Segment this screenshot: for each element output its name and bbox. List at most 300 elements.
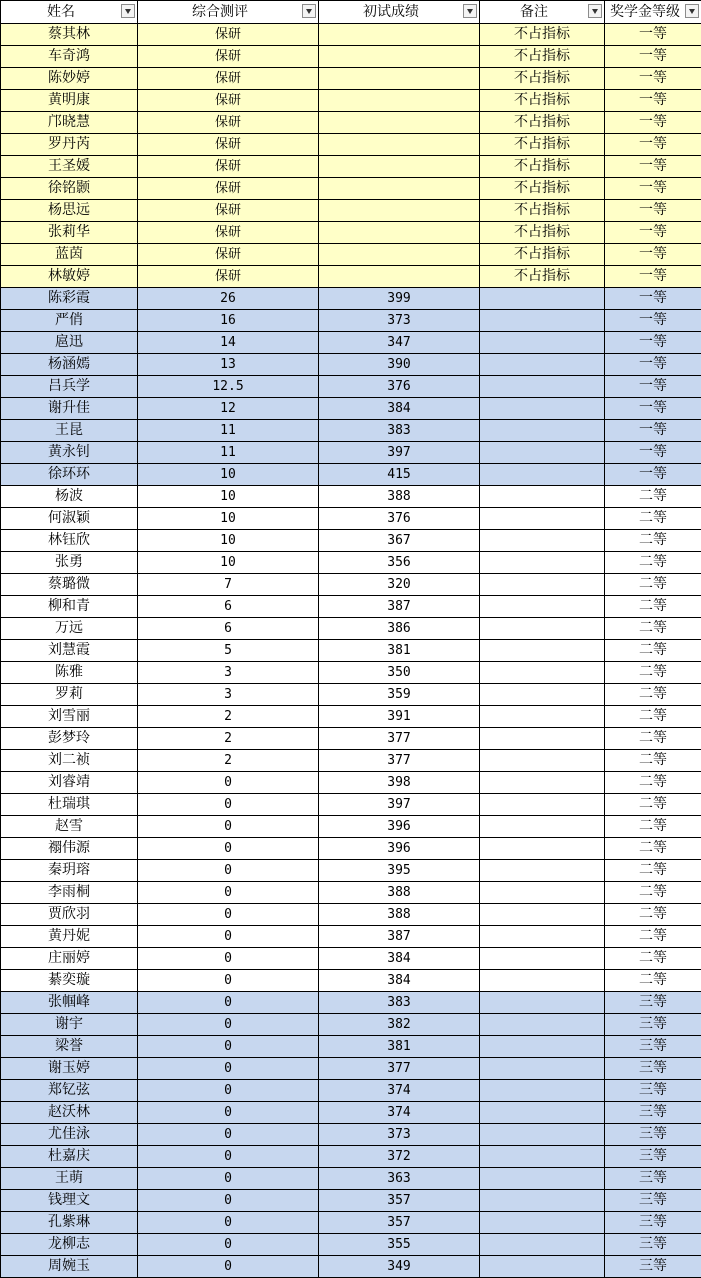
cell-name[interactable]: 谢升佳	[1, 398, 138, 420]
cell-eval[interactable]: 0	[138, 1036, 319, 1058]
cell-level[interactable]: 三等	[605, 1212, 701, 1234]
cell-name[interactable]: 谢玉婷	[1, 1058, 138, 1080]
cell-note[interactable]: 不占指标	[480, 46, 605, 68]
cell-note[interactable]	[480, 332, 605, 354]
cell-eval[interactable]: 10	[138, 530, 319, 552]
cell-name[interactable]: 禤伟源	[1, 838, 138, 860]
cell-level[interactable]: 二等	[605, 750, 701, 772]
cell-score[interactable]	[319, 156, 480, 178]
cell-level[interactable]: 一等	[605, 244, 701, 266]
cell-eval[interactable]: 保研	[138, 112, 319, 134]
cell-note[interactable]	[480, 706, 605, 728]
cell-score[interactable]: 415	[319, 464, 480, 486]
cell-level[interactable]: 三等	[605, 1146, 701, 1168]
cell-eval[interactable]: 0	[138, 1256, 319, 1278]
cell-note[interactable]	[480, 904, 605, 926]
cell-score[interactable]: 388	[319, 882, 480, 904]
cell-level[interactable]: 二等	[605, 882, 701, 904]
cell-score[interactable]: 359	[319, 684, 480, 706]
cell-score[interactable]: 387	[319, 596, 480, 618]
cell-level[interactable]: 一等	[605, 46, 701, 68]
cell-score[interactable]: 399	[319, 288, 480, 310]
cell-eval[interactable]: 0	[138, 860, 319, 882]
cell-level[interactable]: 一等	[605, 376, 701, 398]
cell-score[interactable]: 383	[319, 420, 480, 442]
cell-name[interactable]: 刘睿靖	[1, 772, 138, 794]
cell-eval[interactable]: 0	[138, 1212, 319, 1234]
cell-eval[interactable]: 0	[138, 772, 319, 794]
cell-name[interactable]: 严俏	[1, 310, 138, 332]
cell-name[interactable]: 林钰欣	[1, 530, 138, 552]
cell-name[interactable]: 梁誉	[1, 1036, 138, 1058]
cell-note[interactable]	[480, 442, 605, 464]
cell-eval[interactable]: 2	[138, 750, 319, 772]
cell-note[interactable]: 不占指标	[480, 222, 605, 244]
cell-score[interactable]: 376	[319, 508, 480, 530]
cell-score[interactable]	[319, 24, 480, 46]
cell-score[interactable]: 396	[319, 816, 480, 838]
cell-score[interactable]: 382	[319, 1014, 480, 1036]
cell-eval[interactable]: 0	[138, 794, 319, 816]
cell-name[interactable]: 罗莉	[1, 684, 138, 706]
cell-level[interactable]: 三等	[605, 1080, 701, 1102]
cell-note[interactable]	[480, 992, 605, 1014]
cell-score[interactable]: 387	[319, 926, 480, 948]
cell-eval[interactable]: 保研	[138, 222, 319, 244]
cell-level[interactable]: 二等	[605, 530, 701, 552]
cell-score[interactable]: 396	[319, 838, 480, 860]
cell-note[interactable]	[480, 948, 605, 970]
cell-note[interactable]	[480, 1124, 605, 1146]
cell-note[interactable]	[480, 1102, 605, 1124]
cell-score[interactable]: 386	[319, 618, 480, 640]
cell-note[interactable]	[480, 552, 605, 574]
cell-level[interactable]: 二等	[605, 816, 701, 838]
cell-eval[interactable]: 13	[138, 354, 319, 376]
cell-note[interactable]	[480, 838, 605, 860]
cell-note[interactable]	[480, 1256, 605, 1278]
cell-level[interactable]: 三等	[605, 1058, 701, 1080]
cell-note[interactable]	[480, 530, 605, 552]
header-score[interactable]	[319, 1, 480, 24]
cell-note[interactable]	[480, 1058, 605, 1080]
cell-level[interactable]: 一等	[605, 442, 701, 464]
cell-level[interactable]: 一等	[605, 24, 701, 46]
cell-score[interactable]: 376	[319, 376, 480, 398]
cell-score[interactable]: 397	[319, 442, 480, 464]
cell-name[interactable]: 邝晓慧	[1, 112, 138, 134]
cell-score[interactable]: 398	[319, 772, 480, 794]
cell-level[interactable]: 二等	[605, 728, 701, 750]
header-level[interactable]	[605, 1, 701, 24]
cell-level[interactable]: 一等	[605, 200, 701, 222]
cell-eval[interactable]: 16	[138, 310, 319, 332]
cell-level[interactable]: 一等	[605, 222, 701, 244]
cell-name[interactable]: 黄明康	[1, 90, 138, 112]
cell-score[interactable]: 377	[319, 1058, 480, 1080]
cell-eval[interactable]: 0	[138, 1168, 319, 1190]
cell-note[interactable]	[480, 1168, 605, 1190]
cell-score[interactable]	[319, 200, 480, 222]
cell-score[interactable]: 356	[319, 552, 480, 574]
cell-note[interactable]: 不占指标	[480, 90, 605, 112]
cell-note[interactable]	[480, 640, 605, 662]
cell-name[interactable]: 杨波	[1, 486, 138, 508]
cell-score[interactable]: 357	[319, 1212, 480, 1234]
cell-note[interactable]	[480, 684, 605, 706]
cell-eval[interactable]: 保研	[138, 68, 319, 90]
cell-eval[interactable]: 10	[138, 508, 319, 530]
cell-eval[interactable]: 10	[138, 486, 319, 508]
cell-name[interactable]: 张勇	[1, 552, 138, 574]
cell-level[interactable]: 三等	[605, 1190, 701, 1212]
cell-eval[interactable]: 0	[138, 948, 319, 970]
cell-level[interactable]: 二等	[605, 904, 701, 926]
cell-level[interactable]: 一等	[605, 156, 701, 178]
cell-level[interactable]: 三等	[605, 1256, 701, 1278]
cell-note[interactable]	[480, 508, 605, 530]
cell-name[interactable]: 彭梦玲	[1, 728, 138, 750]
cell-score[interactable]	[319, 112, 480, 134]
cell-score[interactable]: 381	[319, 1036, 480, 1058]
cell-name[interactable]: 杨涵嫣	[1, 354, 138, 376]
cell-note[interactable]: 不占指标	[480, 112, 605, 134]
cell-name[interactable]: 黄丹妮	[1, 926, 138, 948]
cell-level[interactable]: 二等	[605, 838, 701, 860]
cell-level[interactable]: 二等	[605, 794, 701, 816]
cell-name[interactable]: 刘慧霞	[1, 640, 138, 662]
cell-eval[interactable]: 12	[138, 398, 319, 420]
cell-eval[interactable]: 0	[138, 882, 319, 904]
cell-score[interactable]: 373	[319, 1124, 480, 1146]
cell-eval[interactable]: 0	[138, 970, 319, 992]
cell-score[interactable]: 397	[319, 794, 480, 816]
cell-note[interactable]	[480, 398, 605, 420]
cell-eval[interactable]: 3	[138, 684, 319, 706]
cell-note[interactable]	[480, 574, 605, 596]
cell-eval[interactable]: 0	[138, 816, 319, 838]
cell-note[interactable]	[480, 354, 605, 376]
cell-note[interactable]	[480, 860, 605, 882]
cell-score[interactable]: 320	[319, 574, 480, 596]
cell-level[interactable]: 三等	[605, 992, 701, 1014]
cell-score[interactable]: 377	[319, 750, 480, 772]
cell-note[interactable]	[480, 310, 605, 332]
cell-eval[interactable]: 2	[138, 728, 319, 750]
cell-score[interactable]	[319, 244, 480, 266]
cell-eval[interactable]: 保研	[138, 266, 319, 288]
cell-eval[interactable]: 12.5	[138, 376, 319, 398]
cell-level[interactable]: 三等	[605, 1234, 701, 1256]
cell-score[interactable]: 388	[319, 486, 480, 508]
cell-level[interactable]: 二等	[605, 772, 701, 794]
cell-level[interactable]: 二等	[605, 662, 701, 684]
cell-eval[interactable]: 3	[138, 662, 319, 684]
cell-name[interactable]: 刘雪丽	[1, 706, 138, 728]
filter-dropdown-icon[interactable]	[302, 4, 316, 18]
cell-name[interactable]: 陈妙婷	[1, 68, 138, 90]
cell-score[interactable]: 373	[319, 310, 480, 332]
cell-note[interactable]: 不占指标	[480, 266, 605, 288]
cell-score[interactable]: 383	[319, 992, 480, 1014]
cell-level[interactable]: 一等	[605, 112, 701, 134]
cell-name[interactable]: 徐铭颢	[1, 178, 138, 200]
cell-eval[interactable]: 0	[138, 1124, 319, 1146]
cell-level[interactable]: 二等	[605, 486, 701, 508]
cell-score[interactable]: 388	[319, 904, 480, 926]
cell-score[interactable]	[319, 266, 480, 288]
cell-name[interactable]: 龙柳志	[1, 1234, 138, 1256]
cell-eval[interactable]: 5	[138, 640, 319, 662]
cell-eval[interactable]: 0	[138, 1146, 319, 1168]
cell-eval[interactable]: 11	[138, 420, 319, 442]
cell-level[interactable]: 二等	[605, 574, 701, 596]
cell-level[interactable]: 二等	[605, 860, 701, 882]
cell-level[interactable]: 三等	[605, 1014, 701, 1036]
cell-level[interactable]: 一等	[605, 398, 701, 420]
cell-score[interactable]: 363	[319, 1168, 480, 1190]
cell-name[interactable]: 黄永钊	[1, 442, 138, 464]
cell-note[interactable]	[480, 1146, 605, 1168]
cell-score[interactable]	[319, 134, 480, 156]
filter-dropdown-icon[interactable]	[685, 4, 699, 18]
cell-eval[interactable]: 7	[138, 574, 319, 596]
cell-score[interactable]: 381	[319, 640, 480, 662]
cell-note[interactable]	[480, 288, 605, 310]
cell-level[interactable]: 二等	[605, 596, 701, 618]
cell-name[interactable]: 尤佳泳	[1, 1124, 138, 1146]
cell-score[interactable]: 355	[319, 1234, 480, 1256]
cell-eval[interactable]: 0	[138, 1190, 319, 1212]
cell-name[interactable]: 杨思远	[1, 200, 138, 222]
cell-score[interactable]	[319, 46, 480, 68]
cell-name[interactable]: 王圣媛	[1, 156, 138, 178]
cell-score[interactable]	[319, 68, 480, 90]
cell-score[interactable]: 372	[319, 1146, 480, 1168]
cell-note[interactable]	[480, 1190, 605, 1212]
cell-eval[interactable]: 14	[138, 332, 319, 354]
cell-level[interactable]: 一等	[605, 420, 701, 442]
cell-eval[interactable]: 6	[138, 596, 319, 618]
cell-score[interactable]: 374	[319, 1102, 480, 1124]
cell-name[interactable]: 蔡璐微	[1, 574, 138, 596]
cell-name[interactable]: 吕兵学	[1, 376, 138, 398]
cell-level[interactable]: 三等	[605, 1036, 701, 1058]
cell-eval[interactable]: 0	[138, 1014, 319, 1036]
cell-note[interactable]	[480, 1212, 605, 1234]
cell-note[interactable]	[480, 728, 605, 750]
cell-note[interactable]	[480, 772, 605, 794]
cell-score[interactable]: 395	[319, 860, 480, 882]
cell-score[interactable]: 357	[319, 1190, 480, 1212]
cell-name[interactable]: 谢宇	[1, 1014, 138, 1036]
cell-score[interactable]: 384	[319, 970, 480, 992]
cell-eval[interactable]: 保研	[138, 156, 319, 178]
cell-score[interactable]: 349	[319, 1256, 480, 1278]
cell-name[interactable]: 何淑颖	[1, 508, 138, 530]
filter-dropdown-icon[interactable]	[463, 4, 477, 18]
cell-eval[interactable]: 0	[138, 1080, 319, 1102]
cell-level[interactable]: 二等	[605, 926, 701, 948]
cell-score[interactable]: 377	[319, 728, 480, 750]
cell-name[interactable]: 李雨桐	[1, 882, 138, 904]
cell-level[interactable]: 二等	[605, 508, 701, 530]
cell-note[interactable]: 不占指标	[480, 200, 605, 222]
header-note-label: 备注	[520, 4, 564, 20]
cell-note[interactable]	[480, 662, 605, 684]
cell-name[interactable]: 蔡其林	[1, 24, 138, 46]
cell-eval[interactable]: 2	[138, 706, 319, 728]
cell-level[interactable]: 一等	[605, 310, 701, 332]
cell-name[interactable]: 王萌	[1, 1168, 138, 1190]
cell-name[interactable]: 刘二祯	[1, 750, 138, 772]
cell-note[interactable]	[480, 618, 605, 640]
header-eval[interactable]	[138, 1, 319, 24]
cell-level[interactable]: 三等	[605, 1102, 701, 1124]
cell-eval[interactable]: 保研	[138, 134, 319, 156]
cell-name[interactable]: 徐环环	[1, 464, 138, 486]
cell-name[interactable]: 王昆	[1, 420, 138, 442]
cell-eval[interactable]: 0	[138, 1058, 319, 1080]
cell-note[interactable]: 不占指标	[480, 134, 605, 156]
cell-name[interactable]: 万远	[1, 618, 138, 640]
cell-name[interactable]: 柳和青	[1, 596, 138, 618]
cell-name[interactable]: 扈迅	[1, 332, 138, 354]
cell-level[interactable]: 一等	[605, 134, 701, 156]
table-row	[1, 970, 701, 992]
cell-note[interactable]: 不占指标	[480, 24, 605, 46]
cell-name[interactable]: 张帼峰	[1, 992, 138, 1014]
table-row	[1, 728, 701, 750]
cell-note[interactable]: 不占指标	[480, 178, 605, 200]
cell-eval[interactable]: 10	[138, 464, 319, 486]
cell-level[interactable]: 三等	[605, 1168, 701, 1190]
filter-dropdown-icon[interactable]	[121, 4, 135, 18]
cell-score[interactable]: 347	[319, 332, 480, 354]
cell-level[interactable]: 一等	[605, 464, 701, 486]
cell-score[interactable]	[319, 178, 480, 200]
cell-eval[interactable]: 10	[138, 552, 319, 574]
cell-level[interactable]: 一等	[605, 354, 701, 376]
cell-level[interactable]: 一等	[605, 332, 701, 354]
cell-name[interactable]: 林敏婷	[1, 266, 138, 288]
cell-level[interactable]: 一等	[605, 178, 701, 200]
cell-note[interactable]	[480, 750, 605, 772]
header-name[interactable]	[1, 1, 138, 24]
cell-level[interactable]: 二等	[605, 618, 701, 640]
cell-eval[interactable]: 保研	[138, 178, 319, 200]
cell-level[interactable]: 一等	[605, 266, 701, 288]
cell-name[interactable]: 孔紫琳	[1, 1212, 138, 1234]
cell-eval[interactable]: 11	[138, 442, 319, 464]
cell-note[interactable]	[480, 596, 605, 618]
cell-eval[interactable]: 保研	[138, 244, 319, 266]
cell-name[interactable]: 车奇鸿	[1, 46, 138, 68]
cell-note[interactable]	[480, 420, 605, 442]
cell-eval[interactable]: 6	[138, 618, 319, 640]
cell-eval[interactable]: 0	[138, 904, 319, 926]
cell-score[interactable]: 384	[319, 398, 480, 420]
table-row	[1, 1146, 701, 1168]
cell-level[interactable]: 二等	[605, 684, 701, 706]
cell-note[interactable]	[480, 970, 605, 992]
cell-note[interactable]	[480, 882, 605, 904]
cell-eval[interactable]: 保研	[138, 46, 319, 68]
cell-name[interactable]: 蓝茵	[1, 244, 138, 266]
cell-note[interactable]	[480, 464, 605, 486]
table-row	[1, 926, 701, 948]
cell-name[interactable]: 郑钇弦	[1, 1080, 138, 1102]
cell-score[interactable]: 391	[319, 706, 480, 728]
cell-name[interactable]: 秦玥瑢	[1, 860, 138, 882]
cell-name[interactable]: 赵雪	[1, 816, 138, 838]
cell-note[interactable]: 不占指标	[480, 244, 605, 266]
cell-level[interactable]: 一等	[605, 90, 701, 112]
cell-eval[interactable]: 0	[138, 926, 319, 948]
cell-level[interactable]: 二等	[605, 970, 701, 992]
cell-score[interactable]: 367	[319, 530, 480, 552]
cell-eval[interactable]: 0	[138, 1234, 319, 1256]
filter-dropdown-icon[interactable]	[588, 4, 602, 18]
cell-level[interactable]: 二等	[605, 948, 701, 970]
cell-note[interactable]	[480, 816, 605, 838]
cell-name[interactable]: 綦奕璇	[1, 970, 138, 992]
cell-score[interactable]	[319, 90, 480, 112]
cell-note[interactable]: 不占指标	[480, 156, 605, 178]
cell-score[interactable]: 374	[319, 1080, 480, 1102]
cell-note[interactable]	[480, 926, 605, 948]
cell-score[interactable]: 384	[319, 948, 480, 970]
cell-name[interactable]: 陈彩霞	[1, 288, 138, 310]
cell-name[interactable]: 张莉华	[1, 222, 138, 244]
cell-level[interactable]: 一等	[605, 288, 701, 310]
cell-score[interactable]	[319, 222, 480, 244]
cell-name[interactable]: 罗丹芮	[1, 134, 138, 156]
cell-note[interactable]	[480, 1234, 605, 1256]
cell-name[interactable]: 赵沃林	[1, 1102, 138, 1124]
cell-level[interactable]: 三等	[605, 1124, 701, 1146]
cell-eval[interactable]: 保研	[138, 200, 319, 222]
cell-note[interactable]	[480, 486, 605, 508]
cell-eval[interactable]: 保研	[138, 24, 319, 46]
cell-note[interactable]	[480, 1036, 605, 1058]
cell-level[interactable]: 二等	[605, 552, 701, 574]
cell-note[interactable]	[480, 1014, 605, 1036]
cell-eval[interactable]: 保研	[138, 90, 319, 112]
cell-eval[interactable]: 0	[138, 1102, 319, 1124]
cell-note[interactable]: 不占指标	[480, 68, 605, 90]
cell-note[interactable]	[480, 1080, 605, 1102]
cell-eval[interactable]: 0	[138, 838, 319, 860]
cell-note[interactable]	[480, 794, 605, 816]
cell-eval[interactable]: 0	[138, 992, 319, 1014]
header-note[interactable]	[480, 1, 605, 24]
cell-name[interactable]: 杜嘉庆	[1, 1146, 138, 1168]
cell-note[interactable]	[480, 376, 605, 398]
cell-name[interactable]: 周婉玉	[1, 1256, 138, 1278]
cell-name[interactable]: 陈雅	[1, 662, 138, 684]
cell-name[interactable]: 钱理文	[1, 1190, 138, 1212]
cell-level[interactable]: 二等	[605, 640, 701, 662]
cell-name[interactable]: 贾欣羽	[1, 904, 138, 926]
cell-name[interactable]: 庄丽婷	[1, 948, 138, 970]
cell-score[interactable]: 350	[319, 662, 480, 684]
cell-score[interactable]: 390	[319, 354, 480, 376]
cell-name[interactable]: 杜瑞琪	[1, 794, 138, 816]
cell-level[interactable]: 一等	[605, 68, 701, 90]
cell-eval[interactable]: 26	[138, 288, 319, 310]
cell-level[interactable]: 二等	[605, 706, 701, 728]
